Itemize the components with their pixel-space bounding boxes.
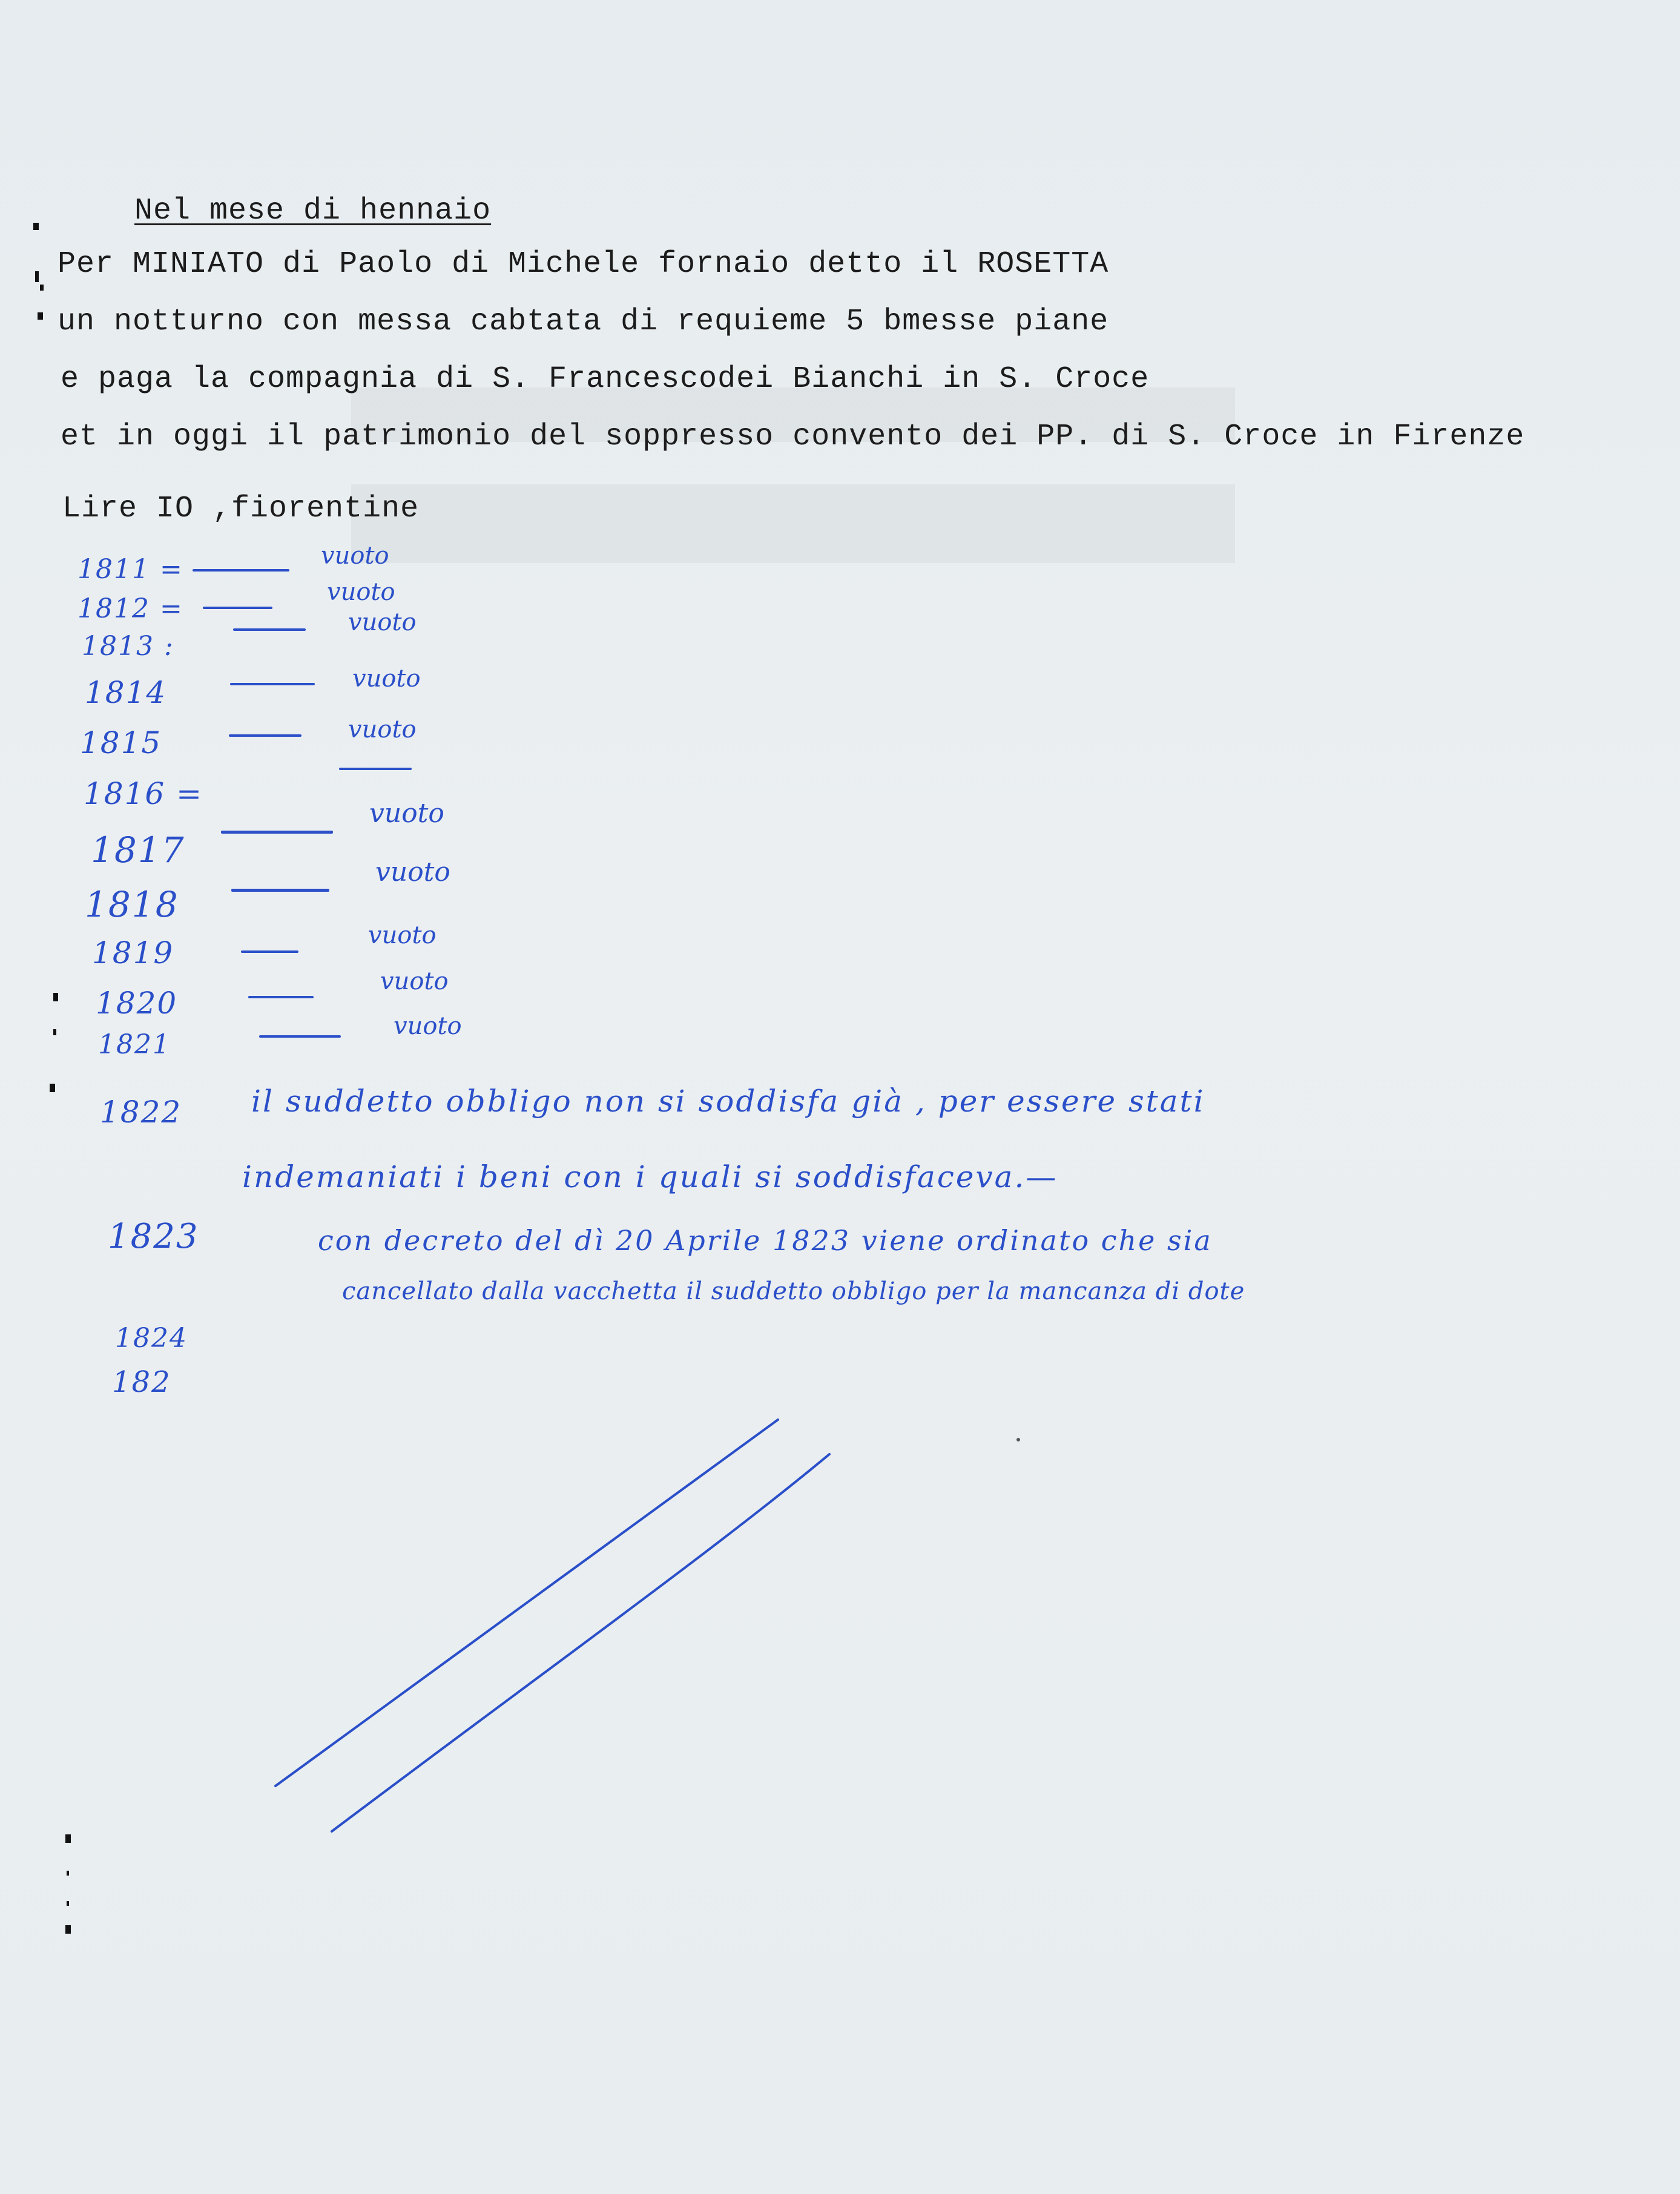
handwritten-note: cancellato dalla vacchetta il suddetto obbligo per la mancanza di dote [342, 1277, 1245, 1305]
vuoto-note: vuoto [368, 921, 436, 949]
year-entry: 1817 [91, 829, 185, 871]
vuoto-note: vuoto [348, 716, 417, 743]
typed-line: un notturno con messa cabtata di requieme 5 bmesse piane [58, 305, 1109, 339]
year-entry: 1816 = [84, 776, 203, 811]
vuoto-note: vuoto [327, 578, 395, 606]
handwritten-note: indemaniati i beni con i quali si soddisfaceva.— [242, 1159, 1058, 1194]
typed-line: Lire IO ,fiorentine [62, 492, 420, 526]
vuoto-note: vuoto [380, 967, 449, 995]
vuoto-note: vuoto [352, 665, 421, 693]
year-entry: 1823 [108, 1217, 199, 1256]
cancel-stroke [332, 1454, 829, 1831]
year-entry: 1818 [85, 884, 179, 925]
vuoto-note: vuoto [321, 542, 389, 570]
handwritten-note: con decreto del dì 20 Aprile 1823 viene ordinato che sia [318, 1224, 1213, 1257]
year-entry: 182 [112, 1365, 171, 1399]
year-entry: 1824 [115, 1323, 188, 1354]
ink-dot [1016, 1438, 1020, 1441]
year-entry: 1815 [80, 725, 162, 760]
vuoto-note: vuoto [394, 1012, 462, 1040]
typed-line: et in oggi il patrimonio del soppresso convento dei PP. di S. Croce in Firenze [61, 420, 1525, 454]
typed-line: e paga la compagnia di S. Francescodei Bianchi in S. Croce [61, 362, 1150, 397]
year-entry: 1812 = [77, 593, 183, 624]
year-entry: 1813 : [82, 631, 174, 662]
vuoto-note: vuoto [375, 857, 450, 888]
vuoto-note: vuoto [348, 608, 417, 636]
year-entry: 1822 [100, 1095, 182, 1130]
year-entry: 1811 = [77, 554, 183, 585]
year-entry: 1819 [92, 935, 174, 970]
cancel-stroke [275, 1420, 778, 1786]
typed-line: Per MINIATO di Paolo di Michele fornaio detto il ROSETTA [58, 247, 1109, 282]
document-heading: Nel mese di hennaio [134, 194, 492, 228]
vuoto-note: vuoto [369, 798, 444, 829]
handwritten-note: il suddetto obbligo non si soddisfa già , per essere stati [251, 1084, 1205, 1119]
year-entry: 1820 [96, 986, 178, 1021]
year-entry: 1821 [98, 1029, 171, 1060]
year-entry: 1814 [85, 675, 167, 710]
